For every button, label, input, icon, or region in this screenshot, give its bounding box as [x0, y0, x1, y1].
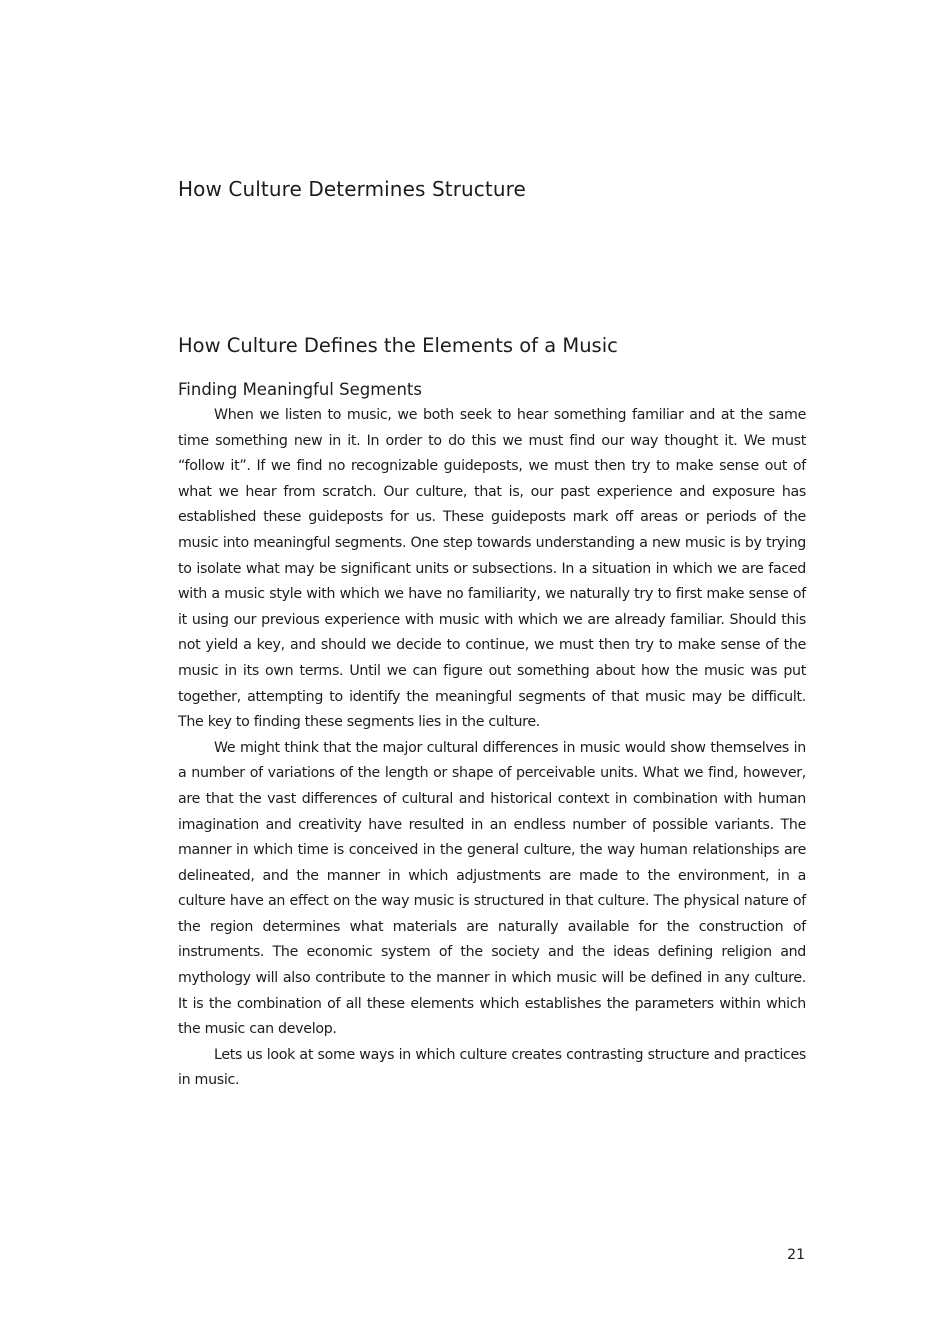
body-paragraph-3: Lets us look at some ways in which culture creates contrasting structure and practices in music.	[178, 1046, 806, 1089]
body-paragraph-2: We might think that the major cultural differences in music would show themselves in a number of variations of the length or shape of perceivable units. What we find, however, are that the vast differences of cultural and historical context in combination with human imagination and creativity have resulted in an endless number of possible variants. The manner in which time is conceived in the general culture, the way human relationships are delineated, and the manner in which adjustments are made to the environment, in a culture have an effect on the way music is structured in that culture. The physical nature of the region determines what materials are naturally available for the construction of instruments. The economic system of the society and the ideas defining religion and mythology will also contribute to the manner in which music will be defined in any culture. It is the combination of all these elements which establishes the parameters within which the music can develop.	[178, 739, 806, 1038]
section-content	[178, 331, 806, 1094]
page-number: 21	[787, 1247, 805, 1263]
chapter-title: How Culture Determines Structure	[178, 177, 526, 201]
subsection-title: Finding Meaningful Segments	[178, 380, 422, 399]
body-paragraph-1: When we listen to music, we both seek to hear something familiar and at the same time something new in it. In order to do this we must find our way thought it. We must “follow it”. If we find no recognizable guideposts, we must then try to make sense out of what we hear from scratch. Our culture, that is, our past experience and exposure has established these guideposts for us. These guideposts mark off areas or periods of the music into meaningful segments. One step towards understanding a new music is by trying to isolate what may be significant units or subsections. In a situation in which we are faced with a music style with which we have no familiarity, we naturally try to first make sense of it using our previous experience with music with which we are already familiar. Should this not yield a key, and should we decide to continue, we must then try to make sense of the music in its own terms. Until we can figure out something about how the music was put together, attempting to identify the meaningful segments of that music may be difficult. The key to finding these segments lies in the culture.	[178, 407, 806, 731]
section-title: How Culture Defines the Elements of a Music	[178, 334, 618, 357]
